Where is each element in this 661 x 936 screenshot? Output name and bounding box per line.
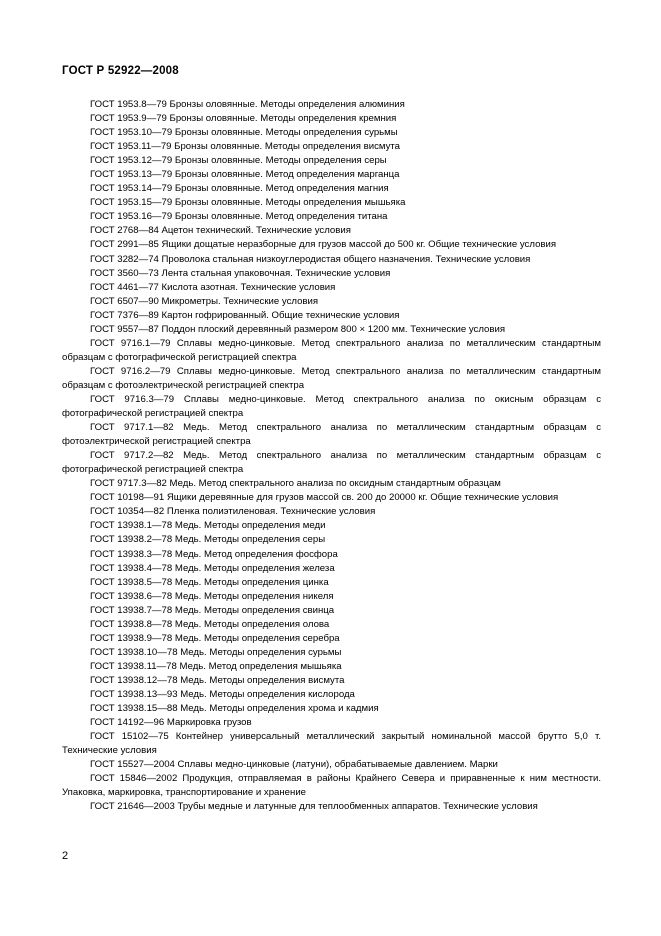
reference-item: ГОСТ 21646—2003 Трубы медные и латунные для теплообменных аппаратов. Технические условия <box>90 801 538 813</box>
reference-item: ГОСТ 10354—82 Пленка полиэтиленовая. Технические условия <box>90 506 376 518</box>
reference-item: ГОСТ 4461—77 Кислота азотная. Технические условия <box>90 281 336 293</box>
reference-item: ГОСТ 9717.3—82 Медь. Метод спектрального анализа по оксидным стандартным образцам <box>90 478 501 490</box>
reference-item: ГОСТ 13938.15—88 Медь. Методы определения хрома и кадмия <box>90 703 379 715</box>
reference-item: ГОСТ 15846—2002 Продукция, отправляемая в районы Крайнего Севера и приравненные к ним местности. Упаковка, маркировка, транспортирование и хранение <box>62 773 601 799</box>
reference-item: ГОСТ 13938.2—78 Медь. Методы определения серы <box>90 534 326 546</box>
reference-item: ГОСТ 9716.1—79 Сплавы медно-цинковые. Метод спектрального анализа по металлическим стандартным образцам с фотографической регистрацией спектра <box>62 337 601 363</box>
reference-item: ГОСТ 3282—74 Проволока стальная низкоуглеродистая общего назначения. Технические условия <box>90 253 531 265</box>
reference-item: ГОСТ 13938.12—78 Медь. Методы определения висмута <box>90 674 345 686</box>
reference-item: ГОСТ 1953.11—79 Бронзы оловянные. Методы определения висмута <box>90 141 401 153</box>
reference-item: ГОСТ 15527—2004 Сплавы медно-цинковые (латуни), обрабатываемые давлением. Марки <box>90 759 498 771</box>
reference-item: ГОСТ 13938.4—78 Медь. Методы определения железа <box>90 562 335 574</box>
reference-item: ГОСТ 2768—84 Ацетон технический. Технические условия <box>90 225 351 237</box>
page-header-standard-id: ГОСТ Р 52922—2008 <box>62 65 179 77</box>
reference-item: ГОСТ 1953.13—79 Бронзы оловянные. Метод определения марганца <box>90 169 400 181</box>
reference-item: ГОСТ 1953.12—79 Бронзы оловянные. Методы определения серы <box>90 155 387 167</box>
reference-item: ГОСТ 9557—87 Поддон плоский деревянный размером 800 × 1200 мм. Технические условия <box>90 323 506 335</box>
reference-item: ГОСТ 1953.10—79 Бронзы оловянные. Методы определения сурьмы <box>90 127 398 139</box>
reference-item: ГОСТ 13938.9—78 Медь. Методы определения серебра <box>90 632 340 644</box>
reference-item: ГОСТ 9717.1—82 Медь. Метод спектрального анализа по металлическим стандартным образцам с фотоэлектрической регистрацией спектра <box>62 422 601 448</box>
reference-item: ГОСТ 3560—73 Лента стальная упаковочная. Технические условия <box>90 267 391 279</box>
reference-item: ГОСТ 13938.7—78 Медь. Методы определения свинца <box>90 604 335 616</box>
reference-item: ГОСТ 1953.15—79 Бронзы оловянные. Методы определения мышьяка <box>90 197 406 209</box>
reference-item: ГОСТ 2991—85 Ящики дощатые неразборные для грузов массой до 500 кг. Общие технические условия <box>90 239 557 251</box>
reference-item: ГОСТ 13938.6—78 Медь. Методы определения никеля <box>90 590 334 602</box>
reference-item: ГОСТ 13938.5—78 Медь. Методы определения цинка <box>90 576 329 588</box>
normative-references-list <box>62 98 601 814</box>
reference-item: ГОСТ 6507—90 Микрометры. Технические условия <box>90 295 319 307</box>
reference-item: ГОСТ 9716.2—79 Сплавы медно-цинковые. Метод спектрального анализа по металлическим стандартным образцам с фотоэлектрической регистрацией спектра <box>62 365 601 391</box>
reference-item: ГОСТ 13938.8—78 Медь. Методы определения олова <box>90 618 330 630</box>
reference-item: ГОСТ 15102—75 Контейнер универсальный металлический закрытый номинальной массой брутто 5,0 т. Технические условия <box>62 731 601 757</box>
reference-item: ГОСТ 13938.13—93 Медь. Методы определения кислорода <box>90 688 355 700</box>
reference-item: ГОСТ 1953.14—79 Бронзы оловянные. Метод определения магния <box>90 183 389 195</box>
reference-item: ГОСТ 7376—89 Картон гофрированный. Общие технические условия <box>90 309 400 321</box>
page-number: 2 <box>62 850 69 862</box>
reference-item: ГОСТ 9716.3—79 Сплавы медно-цинковые. Метод спектрального анализа по окисным образцам с фотографической регистрацией спектра <box>62 393 601 420</box>
reference-item: ГОСТ 13938.1—78 Медь. Методы определения меди <box>90 520 326 532</box>
reference-item: ГОСТ 13938.11—78 Медь. Метод определения мышьяка <box>90 660 342 672</box>
reference-item: ГОСТ 14192—96 Маркировка грузов <box>90 717 252 729</box>
reference-item: ГОСТ 1953.16—79 Бронзы оловянные. Метод определения титана <box>90 211 388 223</box>
reference-item: ГОСТ 13938.10—78 Медь. Методы определения сурьмы <box>90 646 342 658</box>
reference-item: ГОСТ 9717.2—82 Медь. Метод спектрального анализа по металлическим стандартным образцам с фотографической регистрацией спектра <box>62 450 601 476</box>
reference-item: ГОСТ 10198—91 Ящики деревянные для грузов массой св. 200 до 20000 кг. Общие технические условия <box>90 492 559 504</box>
reference-item: ГОСТ 13938.3—78 Медь. Метод определения фосфора <box>90 548 338 560</box>
reference-item: ГОСТ 1953.9—79 Бронзы оловянные. Методы определения кремния <box>90 113 397 125</box>
reference-item: ГОСТ 1953.8—79 Бронзы оловянные. Методы определения алюминия <box>90 99 405 110</box>
